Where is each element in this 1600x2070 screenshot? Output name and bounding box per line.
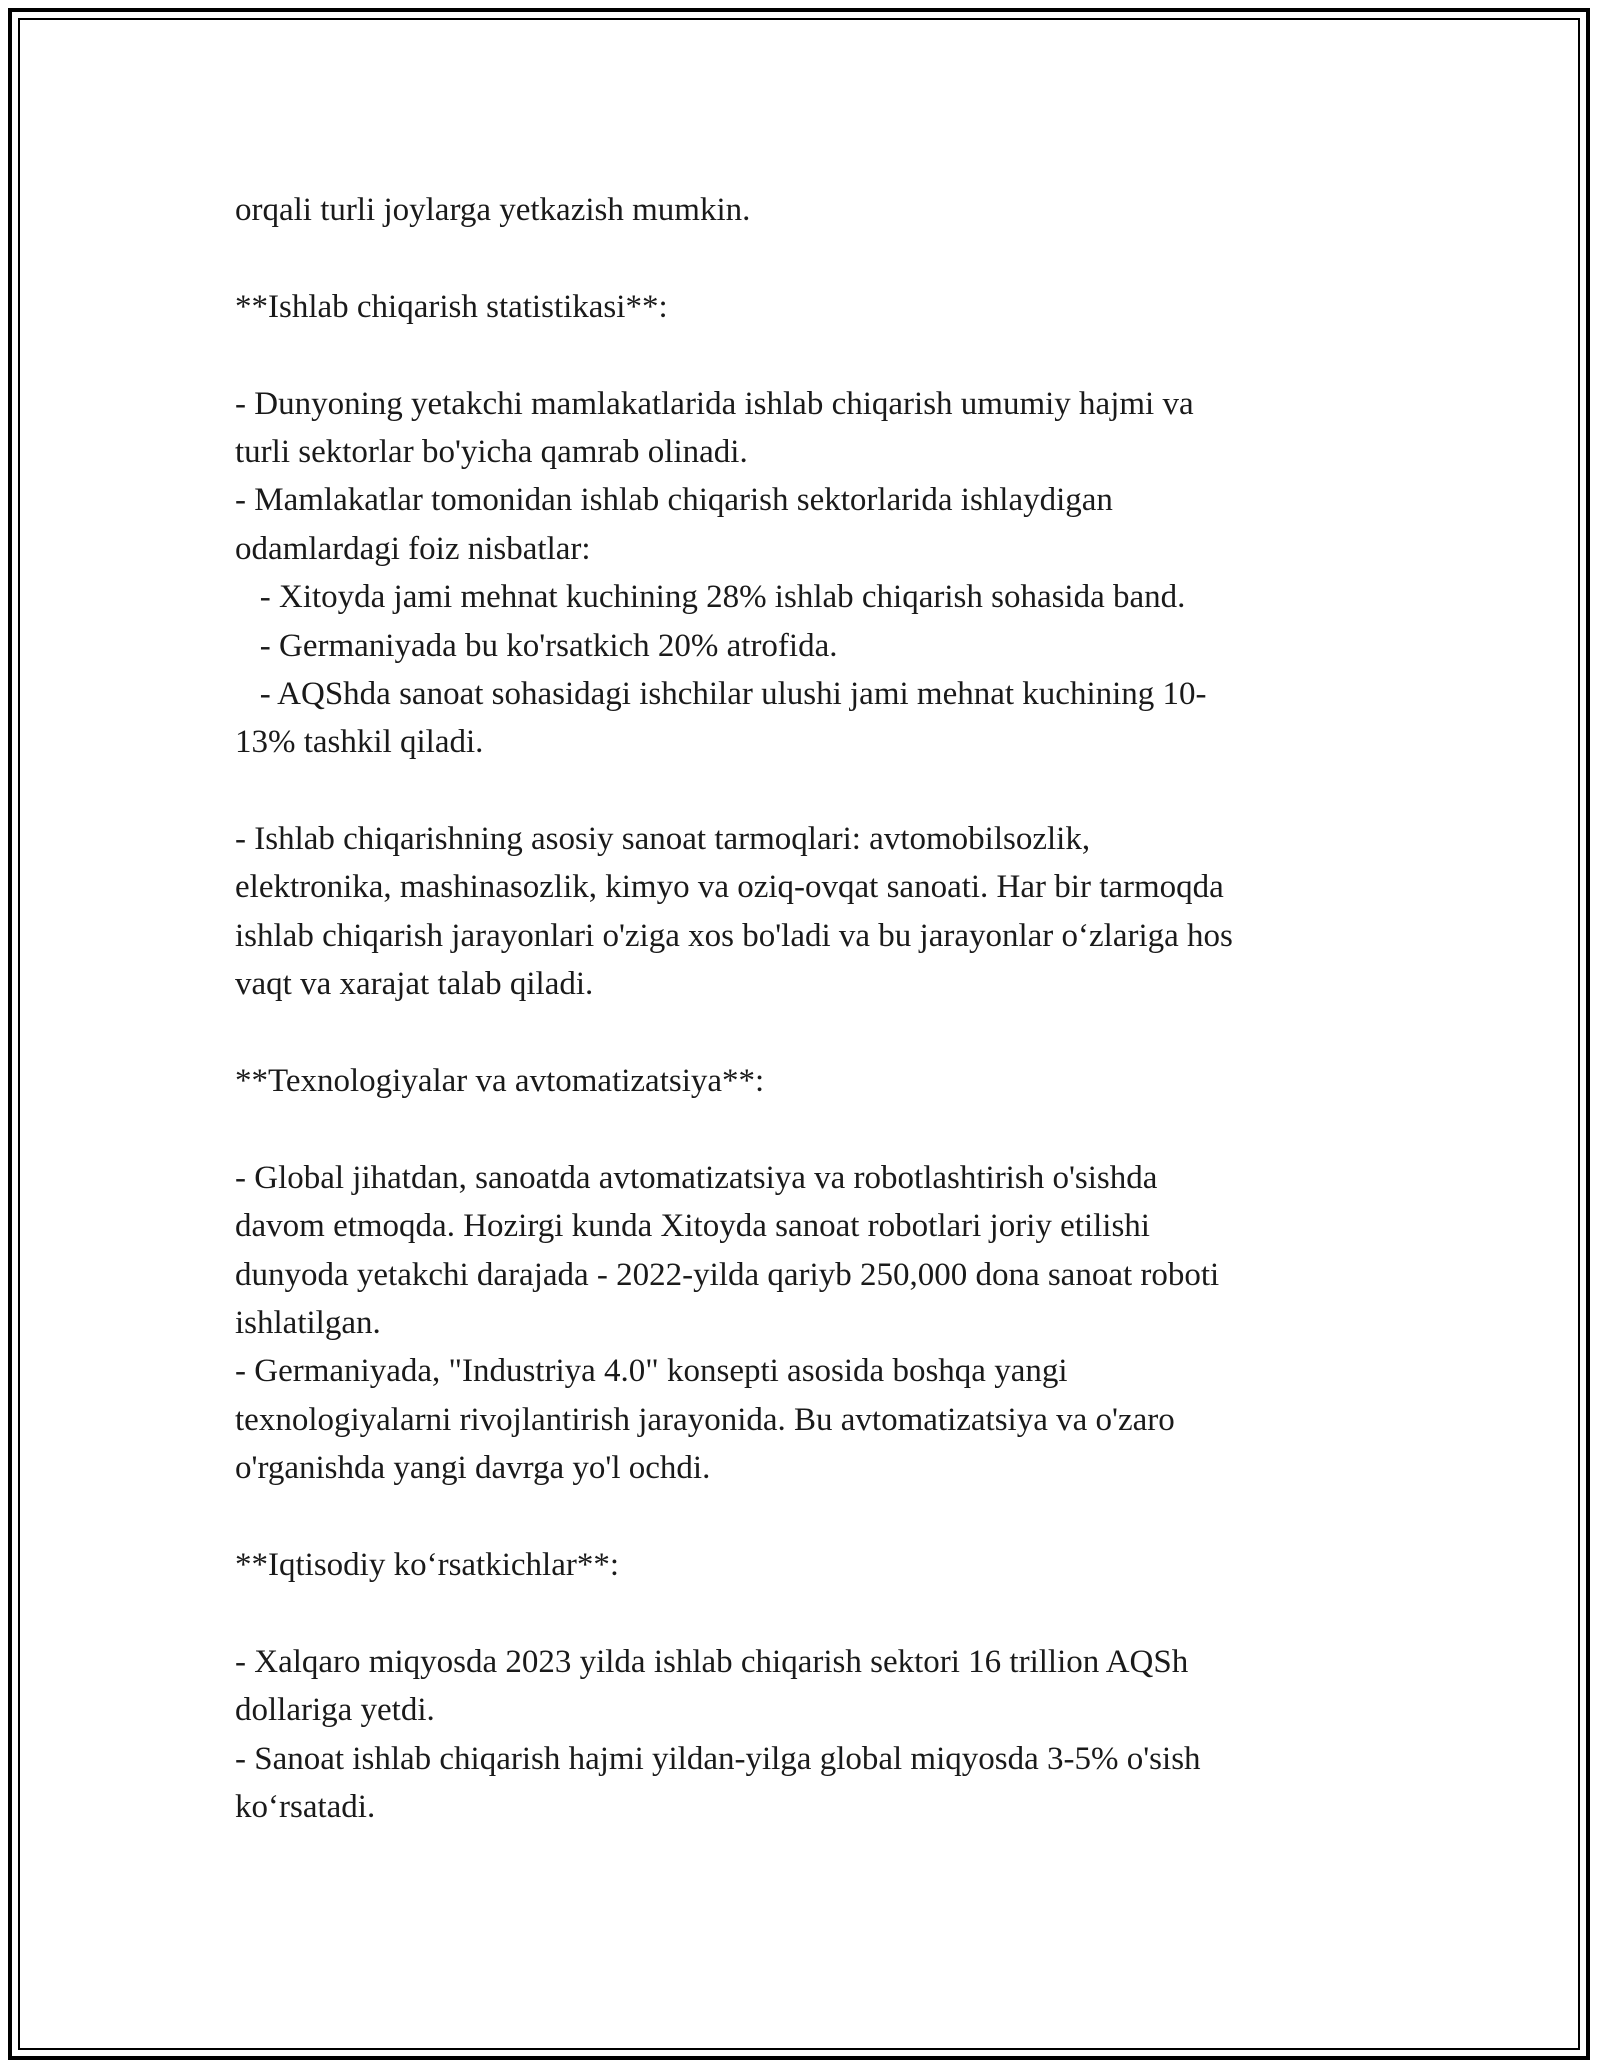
text-line: dunyoda yetakchi darajada - 2022-yilda qariyb 250,000 dona sanoat roboti xyxy=(235,1256,1220,1293)
section-heading-statistics: **Ishlab chiqarish statistikasi**: xyxy=(235,288,668,325)
document-body xyxy=(235,186,1355,1831)
blank-line xyxy=(235,1493,1355,1541)
text-line: - Mamlakatlar tomonidan ishlab chiqarish sektorlarida ishlaydigan xyxy=(235,482,1113,519)
text-line: - Sanoat ishlab chiqarish hajmi yildan-yilga global miqyosda 3-5% o'sish xyxy=(235,1740,1201,1777)
blank-line xyxy=(235,1589,1355,1637)
text-line: - Germaniyada, "Industriya 4.0" konsepti asosida boshqa yangi xyxy=(235,1353,1068,1390)
text-line: 13% tashkil qiladi. xyxy=(235,724,484,761)
text-line: vaqt va xarajat talab qiladi. xyxy=(235,966,594,1003)
text-line: dollariga yetdi. xyxy=(235,1692,435,1729)
blank-line xyxy=(235,234,1355,282)
text-line: ishlatilgan. xyxy=(235,1304,381,1341)
text-line: turli sektorlar bo'yicha qamrab olinadi. xyxy=(235,433,748,470)
text-line: odamlardagi foiz nisbatlar: xyxy=(235,530,591,567)
blank-line xyxy=(235,331,1355,379)
blank-line xyxy=(235,767,1355,815)
blank-line xyxy=(235,1009,1355,1057)
text-line: elektronika, mashinasozlik, kimyo va oziq-ovqat sanoati. Har bir tarmoqda xyxy=(235,869,1224,906)
section-heading-technologies: **Texnologiyalar va avtomatizatsiya**: xyxy=(235,1063,765,1100)
text-line: o'rganishda yangi davrga yo'l ochdi. xyxy=(235,1450,711,1487)
text-line: ko‘rsatadi. xyxy=(235,1788,376,1825)
blank-line xyxy=(235,1105,1355,1153)
text-line: orqali turli joylarga yetkazish mumkin. xyxy=(235,192,751,228)
text-line: texnologiyalarni rivojlantirish jarayonida. Bu avtomatizatsiya va o'zaro xyxy=(235,1401,1175,1438)
text-line: davom etmoqda. Hozirgi kunda Xitoyda sanoat robotlari joriy etilishi xyxy=(235,1208,1150,1245)
text-line: - Xitoyda jami mehnat kuchining 28% ishlab chiqarish sohasida band. xyxy=(235,579,1186,616)
section-heading-economics: **Iqtisodiy ko‘rsatkichlar**: xyxy=(235,1546,620,1583)
text-line: - Dunyoning yetakchi mamlakatlarida ishlab chiqarish umumiy hajmi va xyxy=(235,385,1194,422)
text-line: ishlab chiqarish jarayonlari o'ziga xos bo'ladi va bu jarayonlar o‘zlariga hos xyxy=(235,917,1233,954)
text-line: - Xalqaro miqyosda 2023 yilda ishlab chiqarish sektori 16 trillion AQSh xyxy=(235,1643,1189,1680)
text-line: - Germaniyada bu ko'rsatkich 20% atrofida. xyxy=(235,627,838,664)
text-line: - Global jihatdan, sanoatda avtomatizatsiya va robotlashtirish o'sishda xyxy=(235,1159,1158,1196)
text-line: - Ishlab chiqarishning asosiy sanoat tarmoqlari: avtomobilsozlik, xyxy=(235,821,1091,858)
text-line: - AQShda sanoat sohasidagi ishchilar ulushi jami mehnat kuchining 10- xyxy=(235,675,1207,712)
